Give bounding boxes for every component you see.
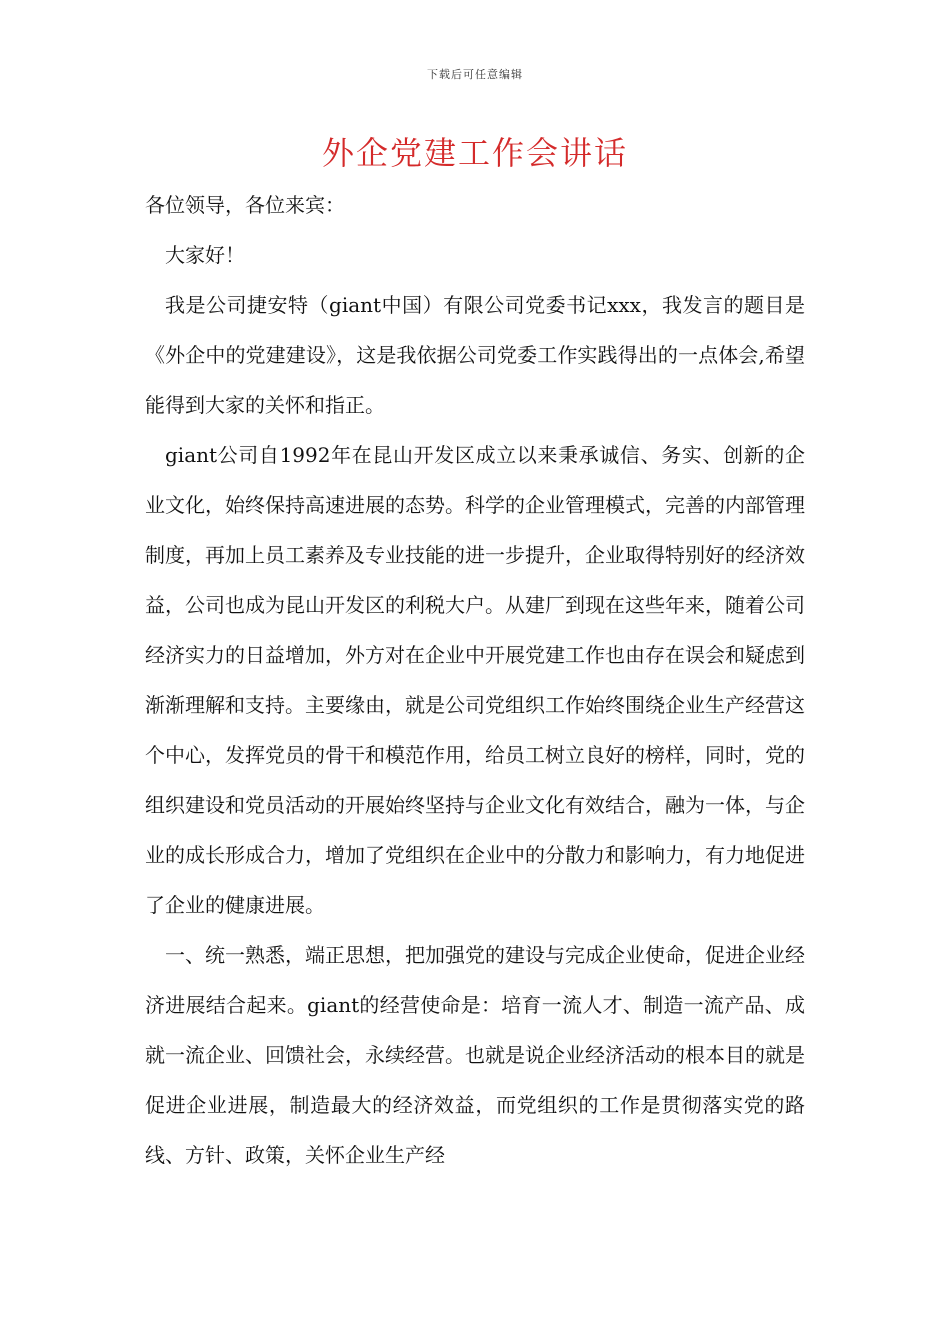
header-note: 下载后可任意编辑 [427,68,523,81]
paragraph-company-background: giant公司自1992年在昆山开发区成立以来秉承诚信、务实、创新的企业文化，始终保持高速进展的态势。科学的企业管理模式，完善的内部管理制度，再加上员工素养及专业技能的进一步提升，企业取得特别好的经济效益，公司也成为昆山开发区的利税大户。从建厂到现在这些年来，随着公司经济实力的日益增加，外方对在企业中开展党建工作也由存在误会和疑虑到渐渐理解和支持。主要缘由，就是公司党组织工作始终围绕企业生产经营这个中心，发挥党员的骨干和模范作用，给员工树立良好的榜样，同时，党的组织建设和党员活动的开展始终坚持与企业文化有效结合，融为一体，与企业的成长形成合力，增加了党组织在企业中的分散力和影响力，有力地促进了企业的健康进展。 [145,443,805,917]
paragraph-intro: 我是公司捷安特（giant中国）有限公司党委书记xxx，我发言的题目是《外企中的党建建设》，这是我依据公司党委工作实践得出的一点体会,希望能得到大家的关怀和指正。 [145,293,805,417]
document-title: 外企党建工作会讲话 [321,134,628,172]
paragraph-greeting: 大家好！ [165,243,245,267]
document-body [145,180,805,1180]
salutation: 各位领导，各位来宾： [145,193,345,217]
paragraph-section-one: 一、统一熟悉，端正思想，把加强党的建设与完成企业使命，促进企业经济进展结合起来。giant的经营使命是：培育一流人才、制造一流产品、成就一流企业、回馈社会，永续经营。也就是说企业经济活动的根本目的就是促进企业进展，制造最大的经济效益，而党组织的工作是贯彻落实党的路线、方针、政策，关怀企业生产经 [145,943,805,1167]
